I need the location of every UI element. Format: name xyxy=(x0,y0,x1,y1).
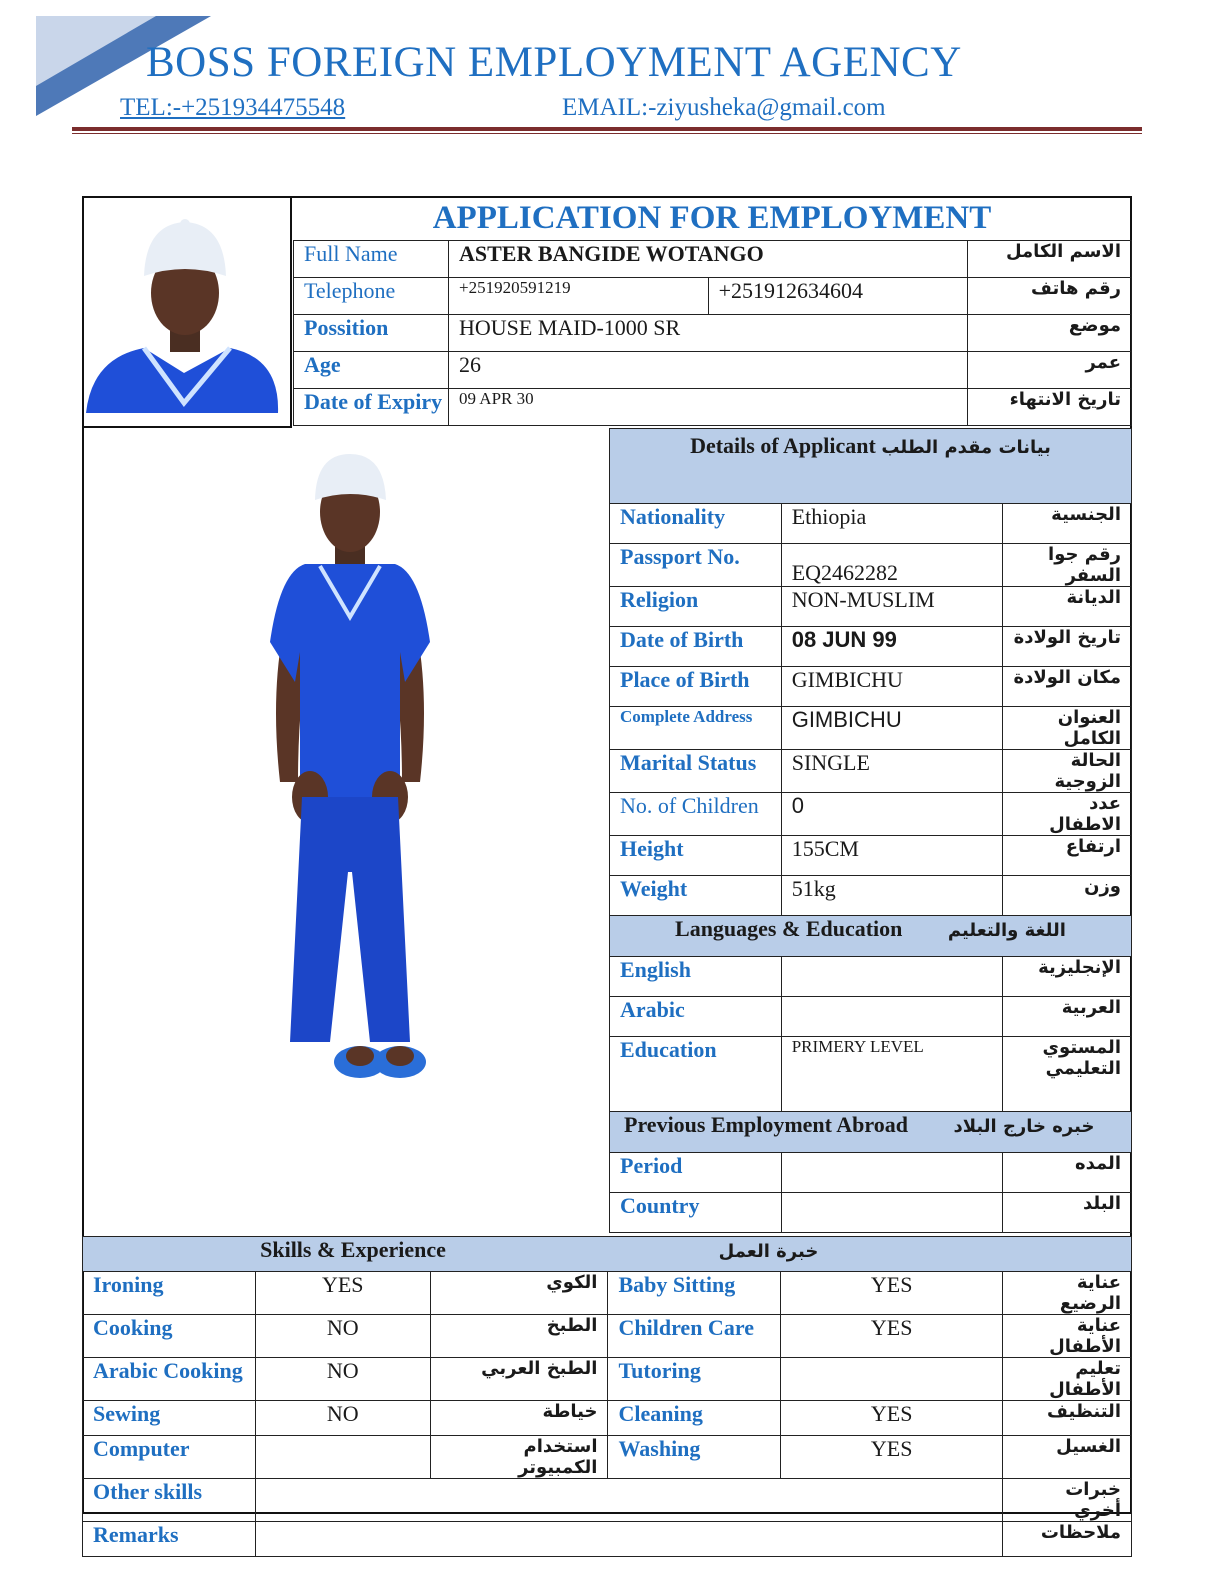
table-row xyxy=(294,389,1132,426)
table-row xyxy=(610,836,1132,876)
details-header: Details of Applicant xyxy=(690,433,876,458)
skill-label: Cooking xyxy=(83,1315,256,1358)
skill-row xyxy=(83,1401,1132,1436)
education-value: PRIMERY LEVEL xyxy=(781,1037,1002,1112)
languages-header: Languages & Education xyxy=(675,916,903,941)
period-label-ar: المده xyxy=(1003,1153,1132,1193)
portrait-photo-box xyxy=(84,198,292,428)
skills-table xyxy=(82,1236,1132,1557)
detail-label-ar: رقم جوا السفر xyxy=(1003,544,1132,587)
detail-value: 0 xyxy=(781,793,1002,836)
header-divider-thin xyxy=(72,133,1142,134)
detail-label: Marital Status xyxy=(610,750,782,793)
expiry-value: 09 APR 30 xyxy=(448,389,967,426)
detail-value: 08 JUN 99 xyxy=(781,627,1002,667)
skill-label: Sewing xyxy=(83,1401,256,1436)
skill-label-ar: عناية الرضيع xyxy=(1003,1272,1132,1315)
table-row xyxy=(610,793,1132,836)
table-row xyxy=(610,1193,1132,1233)
skill-label: Computer xyxy=(83,1436,256,1479)
detail-value: 51kg xyxy=(781,876,1002,916)
skill-row xyxy=(83,1272,1132,1315)
table-row xyxy=(83,1522,1132,1557)
skill-label-ar: تعليم الأطفال xyxy=(1003,1358,1132,1401)
english-label: English xyxy=(610,957,782,997)
skill-value: YES xyxy=(781,1272,1003,1315)
table-row xyxy=(610,707,1132,750)
skill-label-ar: الطبخ العربي xyxy=(430,1358,608,1401)
detail-label-ar: وزن xyxy=(1003,876,1132,916)
country-label-ar: البلد xyxy=(1003,1193,1132,1233)
table-row xyxy=(610,504,1132,544)
detail-label: Place of Birth xyxy=(610,667,782,707)
telephone-label-ar: رقم هاتف xyxy=(968,278,1132,315)
skill-label: Arabic Cooking xyxy=(83,1358,256,1401)
skill-value: YES xyxy=(781,1401,1003,1436)
remarks-value xyxy=(255,1522,1002,1557)
remarks-label-ar: ملاحظات xyxy=(1003,1522,1132,1557)
period-label: Period xyxy=(610,1153,782,1193)
personal-info-table xyxy=(293,240,1132,426)
education-label-ar: المستوي التعليمي xyxy=(1003,1037,1132,1112)
skill-label-ar: خياطة xyxy=(430,1401,608,1436)
skill-value: NO xyxy=(255,1315,430,1358)
detail-label: Height xyxy=(610,836,782,876)
expiry-label: Date of Expiry xyxy=(294,389,449,426)
skill-row xyxy=(83,1436,1132,1479)
skill-value xyxy=(255,1436,430,1479)
position-label-ar: موضع xyxy=(968,315,1132,352)
languages-header-row xyxy=(610,916,1132,957)
previous-header-row xyxy=(610,1112,1132,1153)
english-label-ar: الإنجليزية xyxy=(1003,957,1132,997)
table-row xyxy=(83,1479,1132,1522)
skills-header-row xyxy=(83,1237,1132,1272)
country-label: Country xyxy=(610,1193,782,1233)
table-row xyxy=(610,1037,1132,1112)
detail-label-ar: الجنسية xyxy=(1003,504,1132,544)
detail-label-ar: مكان الولادة xyxy=(1003,667,1132,707)
skill-value xyxy=(781,1358,1003,1401)
skill-label-ar: الطبخ xyxy=(430,1315,608,1358)
detail-label-ar: العنوان الكامل xyxy=(1003,707,1132,750)
position-label: Possition xyxy=(294,315,449,352)
detail-value: EQ2462282 xyxy=(781,544,1002,587)
other-skills-label: Other skills xyxy=(83,1479,256,1522)
skill-label: Cleaning xyxy=(608,1401,781,1436)
skills-header: Skills & Experience xyxy=(260,1237,446,1262)
skill-label-ar: التنظيف xyxy=(1003,1401,1132,1436)
detail-value: Ethiopia xyxy=(781,504,1002,544)
skill-label: Ironing xyxy=(83,1272,256,1315)
skill-label: Washing xyxy=(608,1436,781,1479)
skill-label: Children Care xyxy=(608,1315,781,1358)
detail-value: SINGLE xyxy=(781,750,1002,793)
table-row xyxy=(610,1153,1132,1193)
table-row xyxy=(610,957,1132,997)
detail-label: No. of Children xyxy=(610,793,782,836)
english-value xyxy=(781,957,1002,997)
skill-label-ar: الغسيل xyxy=(1003,1436,1132,1479)
education-label: Education xyxy=(610,1037,782,1112)
telephone-label: Telephone xyxy=(294,278,449,315)
applicant-details-table xyxy=(609,428,1132,1233)
full-name-value: ASTER BANGIDE WOTANGO xyxy=(448,241,967,278)
skill-label: Baby Sitting xyxy=(608,1272,781,1315)
expiry-label-ar: تاريخ الانتهاء xyxy=(968,389,1132,426)
detail-label: Nationality xyxy=(610,504,782,544)
skill-row xyxy=(83,1315,1132,1358)
table-row xyxy=(610,876,1132,916)
detail-label-ar: عدد الاطفال xyxy=(1003,793,1132,836)
table-row xyxy=(294,315,1132,352)
table-row xyxy=(610,667,1132,707)
header-divider xyxy=(72,127,1142,131)
age-label-ar: عمر xyxy=(968,352,1132,389)
arabic-label-ar: العربية xyxy=(1003,997,1132,1037)
arabic-label: Arabic xyxy=(610,997,782,1037)
detail-label: Religion xyxy=(610,587,782,627)
skill-value: NO xyxy=(255,1358,430,1401)
detail-label-ar: تاريخ الولادة xyxy=(1003,627,1132,667)
other-skills-label-ar: خبرات أخري xyxy=(1003,1479,1132,1522)
skill-value: YES xyxy=(781,1436,1003,1479)
detail-label-ar: الحالة الزوجية xyxy=(1003,750,1132,793)
table-row xyxy=(294,352,1132,389)
previous-header: Previous Employment Abroad xyxy=(624,1112,908,1137)
table-row xyxy=(610,544,1132,587)
detail-value: 155CM xyxy=(781,836,1002,876)
skill-label-ar: عناية الأطفال xyxy=(1003,1315,1132,1358)
agency-name: BOSS FOREIGN EMPLOYMENT AGENCY xyxy=(146,39,962,86)
languages-header-ar: اللغة والتعليم xyxy=(947,920,1066,941)
detail-label: Weight xyxy=(610,876,782,916)
arabic-value xyxy=(781,997,1002,1037)
skill-value: NO xyxy=(255,1401,430,1436)
skill-row xyxy=(83,1358,1132,1401)
details-header-ar: بيانات مقدم الطلب xyxy=(881,437,1051,458)
country-value xyxy=(781,1193,1002,1233)
skill-value: YES xyxy=(255,1272,430,1315)
skills-header-ar: خبرة العمل xyxy=(718,1241,819,1262)
agency-telephone[interactable]: TEL:-+251934475548 xyxy=(120,94,346,121)
table-row xyxy=(294,278,1132,315)
period-value xyxy=(781,1153,1002,1193)
detail-value: GIMBICHU xyxy=(781,707,1002,750)
detail-label: Date of Birth xyxy=(610,627,782,667)
detail-value: NON-MUSLIM xyxy=(781,587,1002,627)
full-body-photo xyxy=(240,452,460,1102)
age-value: 26 xyxy=(448,352,967,389)
telephone-value-1: +251920591219 xyxy=(448,278,708,315)
position-value: HOUSE MAID-1000 SR xyxy=(448,315,967,352)
age-label: Age xyxy=(294,352,449,389)
detail-label-ar: ارتفاع xyxy=(1003,836,1132,876)
table-row xyxy=(610,997,1132,1037)
detail-label: Complete Address xyxy=(610,707,782,750)
table-row xyxy=(610,627,1132,667)
portrait-photo xyxy=(84,198,290,426)
table-row xyxy=(610,587,1132,627)
details-header-row xyxy=(610,429,1132,504)
skill-label-ar: استخدام الكمبيوتر xyxy=(430,1436,608,1479)
skill-label: Tutoring xyxy=(608,1358,781,1401)
other-skills-value xyxy=(255,1479,1002,1522)
skill-value: YES xyxy=(781,1315,1003,1358)
application-title: APPLICATION FOR EMPLOYMENT xyxy=(432,200,992,236)
agency-email[interactable]: EMAIL:-ziyusheka@gmail.com xyxy=(562,94,886,121)
detail-value: GIMBICHU xyxy=(781,667,1002,707)
detail-label-ar: الديانة xyxy=(1003,587,1132,627)
telephone-value-2: +251912634604 xyxy=(708,278,968,315)
full-name-label-ar: الاسم الكامل xyxy=(968,241,1132,278)
full-name-label: Full Name xyxy=(294,241,449,278)
table-row xyxy=(610,750,1132,793)
remarks-label: Remarks xyxy=(83,1522,256,1557)
table-row xyxy=(294,241,1132,278)
skill-label-ar: الكوي xyxy=(430,1272,608,1315)
detail-label: Passport No. xyxy=(610,544,782,587)
previous-header-ar: خبره خارج البلاد xyxy=(953,1116,1095,1137)
